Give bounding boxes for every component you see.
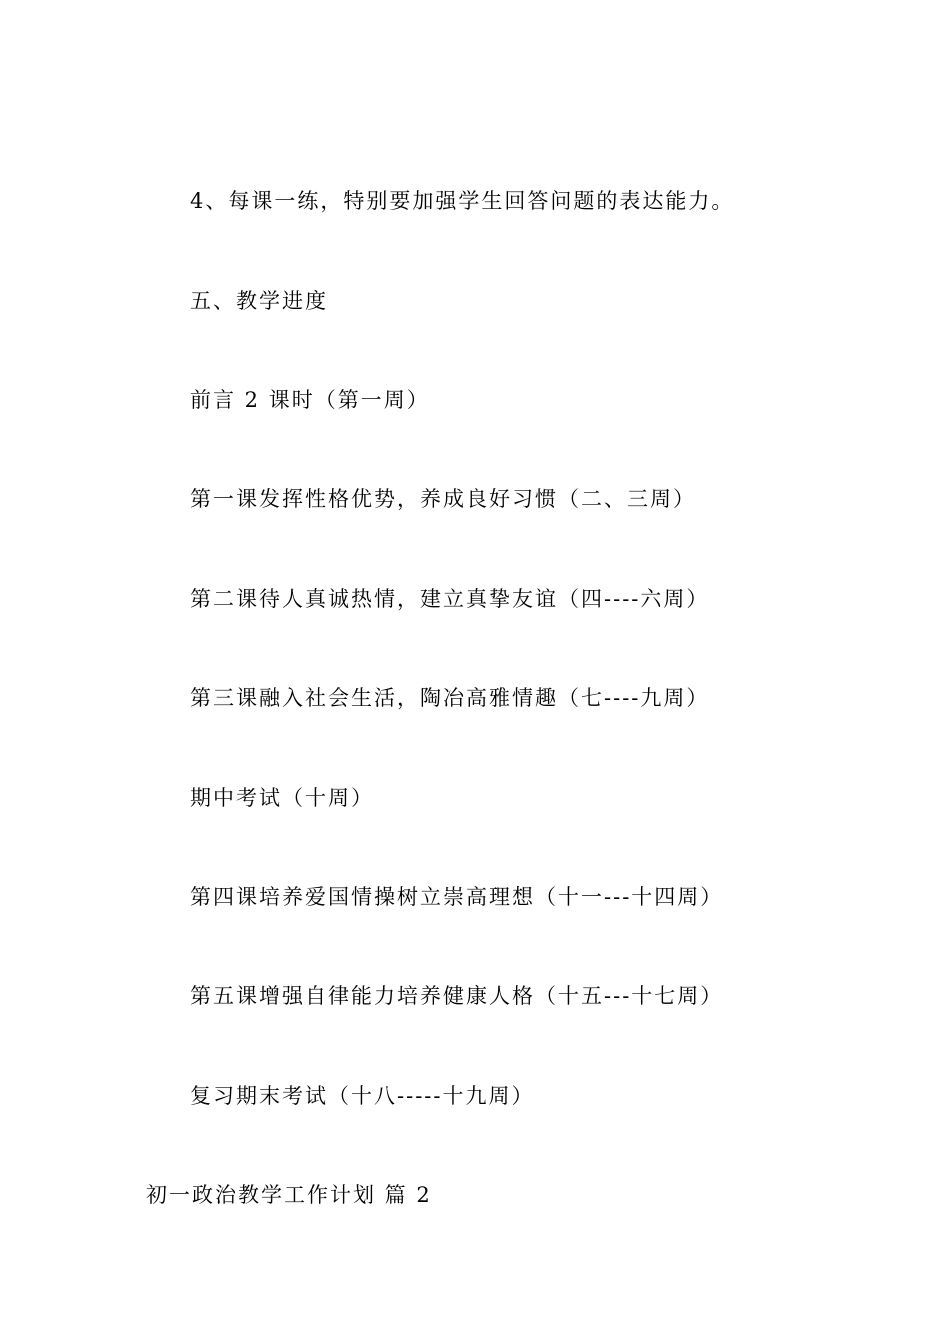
schedule-item-lesson-5: 第五课增强自律能力培养健康人格（十五---十七周） bbox=[190, 984, 724, 1008]
schedule-item-midterm: 期中考试（十周） bbox=[190, 786, 374, 810]
schedule-item-lesson-3: 第三课融入社会生活，陶冶高雅情趣（七----九周） bbox=[190, 686, 710, 710]
schedule-item-lesson-1: 第一课发挥性格优势，养成良好习惯（二、三周） bbox=[190, 487, 696, 511]
schedule-item-lesson-4: 第四课培养爱国情操树立崇高理想（十一---十四周） bbox=[190, 885, 724, 909]
article-title-plan-2: 初一政治教学工作计划 篇 2 bbox=[146, 1183, 432, 1207]
schedule-item-lesson-2: 第二课待人真诚热情，建立真挚友谊（四----六周） bbox=[190, 587, 710, 611]
schedule-item-preface: 前言 2 课时（第一周） bbox=[190, 388, 430, 412]
section-heading-teaching-schedule: 五、教学进度 bbox=[190, 289, 328, 313]
schedule-item-final-review: 复习期末考试（十八-----十九周） bbox=[190, 1084, 535, 1108]
paragraph-exercise-per-lesson: 4、每课一练，特别要加强学生回答问题的表达能力。 bbox=[190, 189, 735, 213]
